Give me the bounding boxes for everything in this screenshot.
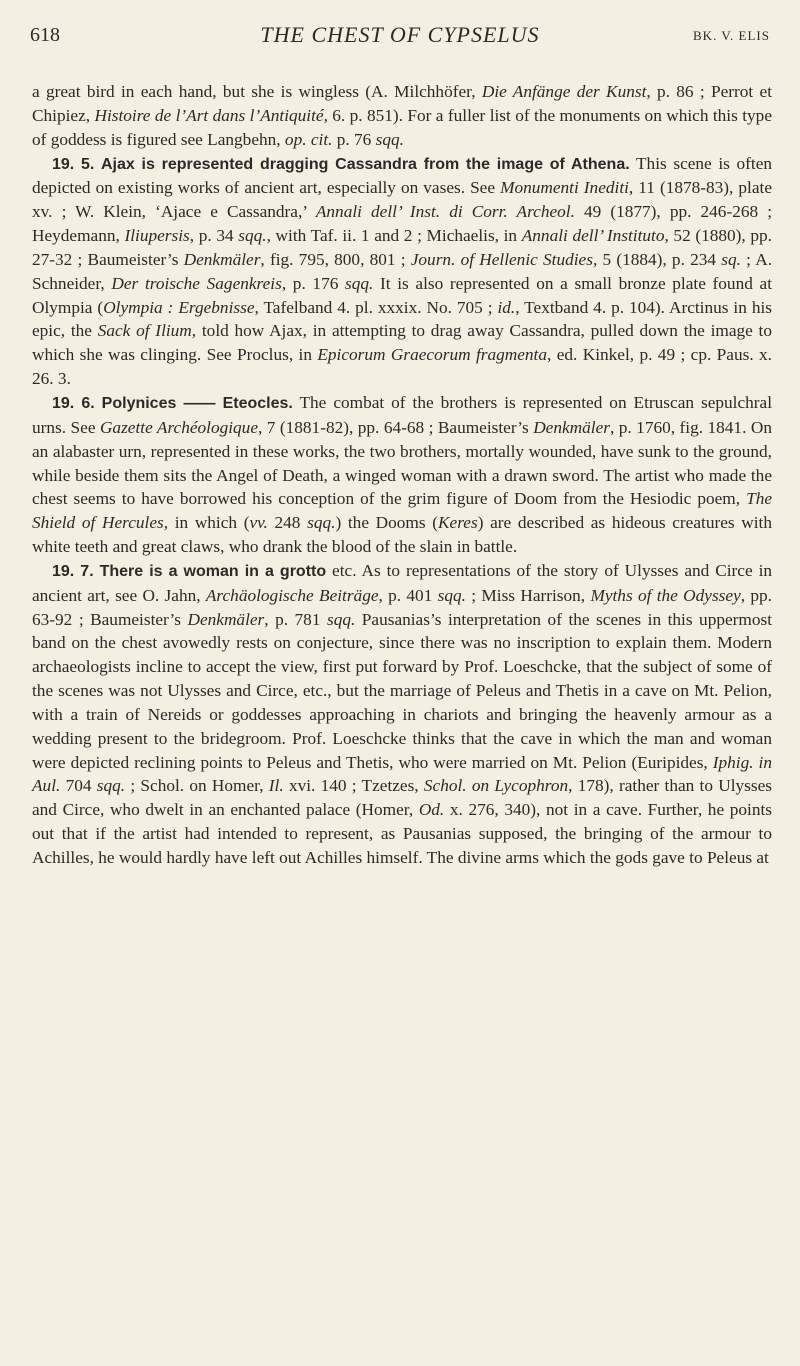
citation-italic: sqq. <box>345 273 374 293</box>
text-run: etc. As to representations of the story of Ulysses and Circe in ancient art, see O. Jahn, <box>32 560 773 605</box>
citation-italic: op. cit. <box>284 129 333 149</box>
citation-italic: Schol. on Lycophron <box>423 776 569 796</box>
text-run: 248 <box>267 513 308 533</box>
citation-italic: Journ. of Hellenic Studies <box>410 249 593 269</box>
citation-italic: Denkmäler <box>533 417 610 437</box>
citation-italic: sqq. <box>96 776 126 796</box>
citation-italic: Il. <box>268 776 284 796</box>
text-run: ; A. Schneider, <box>32 249 773 293</box>
text-run: , Textband 4. p. 104). Arctinus in his epic, the <box>32 297 772 341</box>
paragraph-note-19-6 <box>32 391 772 559</box>
text-run: ) are described as hideous creatures with white teeth and great claws, who drank the blood of the slain in battle. <box>32 513 772 557</box>
citation-italic: Denkmäler <box>187 609 265 629</box>
citation-italic: Keres <box>438 513 478 533</box>
citation-italic: sqq. <box>437 585 466 605</box>
citation-italic: Annali dell’ Instituto <box>521 226 665 246</box>
body-text <box>32 80 772 870</box>
page-header <box>30 16 770 52</box>
text-run: a great bird in each hand, but she is wingless (A. Milchhöfer, <box>32 82 482 101</box>
citation-italic: Der troische Sagenkreis <box>111 273 282 293</box>
paragraph-continued <box>32 80 772 152</box>
text-run: , 52 (1880), pp. 27-32 ; Baumeister’s <box>32 226 772 269</box>
text-run: ; Miss Harrison, <box>465 585 591 605</box>
text-run: , p. 401 <box>378 585 438 605</box>
running-title: THE CHEST OF CYPSELUS <box>260 22 540 47</box>
citation-italic: id. <box>497 297 516 317</box>
citation-italic: sqq. <box>238 226 267 246</box>
text-run: , 5 (1884), p. 234 <box>592 249 722 269</box>
citation-italic: sqq. <box>375 129 404 149</box>
text-run: , 178), rather than to Ulysses and Circe, who dwelt in an enchanted palace (Homer, <box>32 776 773 820</box>
text-run: Pausanias’s interpretation of the scenes in this uppermost band on the chest avowedly rests on conjecture, since there was no inscription to explain them. Modern archaeologists incline to accept the view, first put forward by Prof. Loeschcke, that the subject of some of the scenes was not Ulysses and Circe, etc., but the marriage of Peleus and Thetis in a cave on Mt. Pelion, with a train of Nereids or goddesses approaching in chariots and bringing the heavenly armour as a wedding present to the bridegroom. Prof. Loeschcke thinks that the cave in which the man and woman were depicted reclining points to Peleus and Thetis, who were married on Mt. Pelion (Euripides, <box>32 609 773 772</box>
text-run: , p. 176 <box>281 273 346 293</box>
text-run: 704 <box>60 776 97 796</box>
citation-italic: Myths of the Odyssey <box>590 585 741 605</box>
text-run: It is also represented on a small bronze plate found at Olympia ( <box>32 273 772 317</box>
citation-italic: Archäologische Beiträge <box>205 585 379 605</box>
citation-italic: Od. <box>418 800 445 820</box>
text-run: , p. 781 <box>264 609 327 629</box>
text-run: , 7 (1881-82), pp. 64-68 ; Baumeister’s <box>258 417 534 437</box>
citation-italic: Iphig. in Aul. <box>32 752 772 796</box>
text-run: , p. 34 <box>189 226 239 246</box>
text-run: x. 276, 340), not in a cave. Further, he points out that if the artist had intended to represent, as Pausanias supposed, the bringing of the armour to Achilles, he would hardly have left out Achilles himself. The divine arms which the gods gave to Peleus at <box>32 800 772 867</box>
citation-italic: Epicorum Graecorum fragmenta <box>317 345 547 365</box>
citation-italic: Iliupersis <box>124 226 190 246</box>
lemma-heading: Polynices —— Eteocles. <box>101 394 293 412</box>
citation-italic: Annali dell’ Inst. di Corr. Archeol. <box>315 202 575 222</box>
note-number: 19. 7. <box>52 562 94 580</box>
text-run: , ed. Kinkel, p. 49 ; cp. Paus. x. 26. 3. <box>32 345 772 389</box>
page-number: 618 <box>30 24 60 46</box>
citation-italic: Gazette Archéologique <box>99 417 258 437</box>
citation-italic: Monumenti Inediti <box>500 178 629 198</box>
citation-italic: sqq. <box>326 609 356 629</box>
text-run: p. 76 <box>332 129 376 149</box>
text-run: , in which ( <box>163 513 250 533</box>
citation-italic: The Shield of Hercules <box>32 489 772 533</box>
citation-italic: Die Anfänge der Kunst <box>481 82 647 101</box>
citation-italic: Sack of Ilium <box>97 321 192 341</box>
citation-italic: Histoire de l’Art dans l’Antiquité <box>94 105 324 125</box>
paragraph-note-19-7 <box>32 559 772 870</box>
citation-italic: sqq. <box>307 513 336 533</box>
text-run: , with Taf. ii. 1 and 2 ; Michaelis, in <box>266 226 522 246</box>
text-run: ; Schol. on Homer, <box>125 776 269 796</box>
citation-italic: Olympia : Ergebnisse <box>103 297 255 317</box>
citation-italic: sq. <box>721 249 741 269</box>
citation-italic: vv. <box>249 513 268 533</box>
lemma-heading: Ajax is represented dragging Cassandra from the image of Athena. <box>100 155 630 173</box>
text-run: , Tafelband 4. pl. xxxix. No. 705 ; <box>254 297 498 317</box>
text-run: , fig. 795, 800, 801 ; <box>260 249 411 269</box>
text-run: , p. 1760, fig. 1841. On an alabaster urn, represented in these works, the two brothers, mortally wounded, have sunk to the ground, while beside them sits the Angel of Death, a winged woman with a drawn sword. The artist who made the chest seems to have borrowed his conception of the grim figure of Doom from the Hesiodic poem, <box>32 417 772 509</box>
lemma-heading: There is a woman in a grotto <box>99 562 327 580</box>
text-run: , p. 86 ; Perrot et Chipiez, <box>32 82 773 125</box>
text-run: xvi. 140 ; Tzetzes, <box>283 776 424 796</box>
citation-italic: Denkmäler <box>183 249 261 269</box>
text-run: , pp. 63-92 ; Baumeister’s <box>32 585 772 629</box>
text-run: This scene is often depicted on existing works of ancient art, especially on vases. See <box>32 153 773 198</box>
text-run: ) the Dooms ( <box>335 513 439 533</box>
text-run: , 11 (1878-83), plate xv. ; W. Klein, ‘Ajace e Cassandra,’ <box>32 178 772 222</box>
text-run: , told how Ajax, in attempting to drag away Cassandra, pulled down the image to which she was clinging. See Proclus, in <box>32 321 772 365</box>
text-run: The combat of the brothers is represented on Etruscan sepulchral urns. See <box>32 392 773 437</box>
note-number: 19. 5. <box>52 155 95 173</box>
text-run: 49 (1877), pp. 246-268 ; Heydemann, <box>32 202 773 246</box>
text-run: , 6. p. 851). For a fuller list of the monuments on which this type of goddess is figured see Langbehn, <box>32 105 772 149</box>
note-number: 19. 6. <box>52 394 95 412</box>
paragraph-note-19-5 <box>32 152 772 391</box>
section-mark: BK. V. ELIS <box>693 28 770 43</box>
